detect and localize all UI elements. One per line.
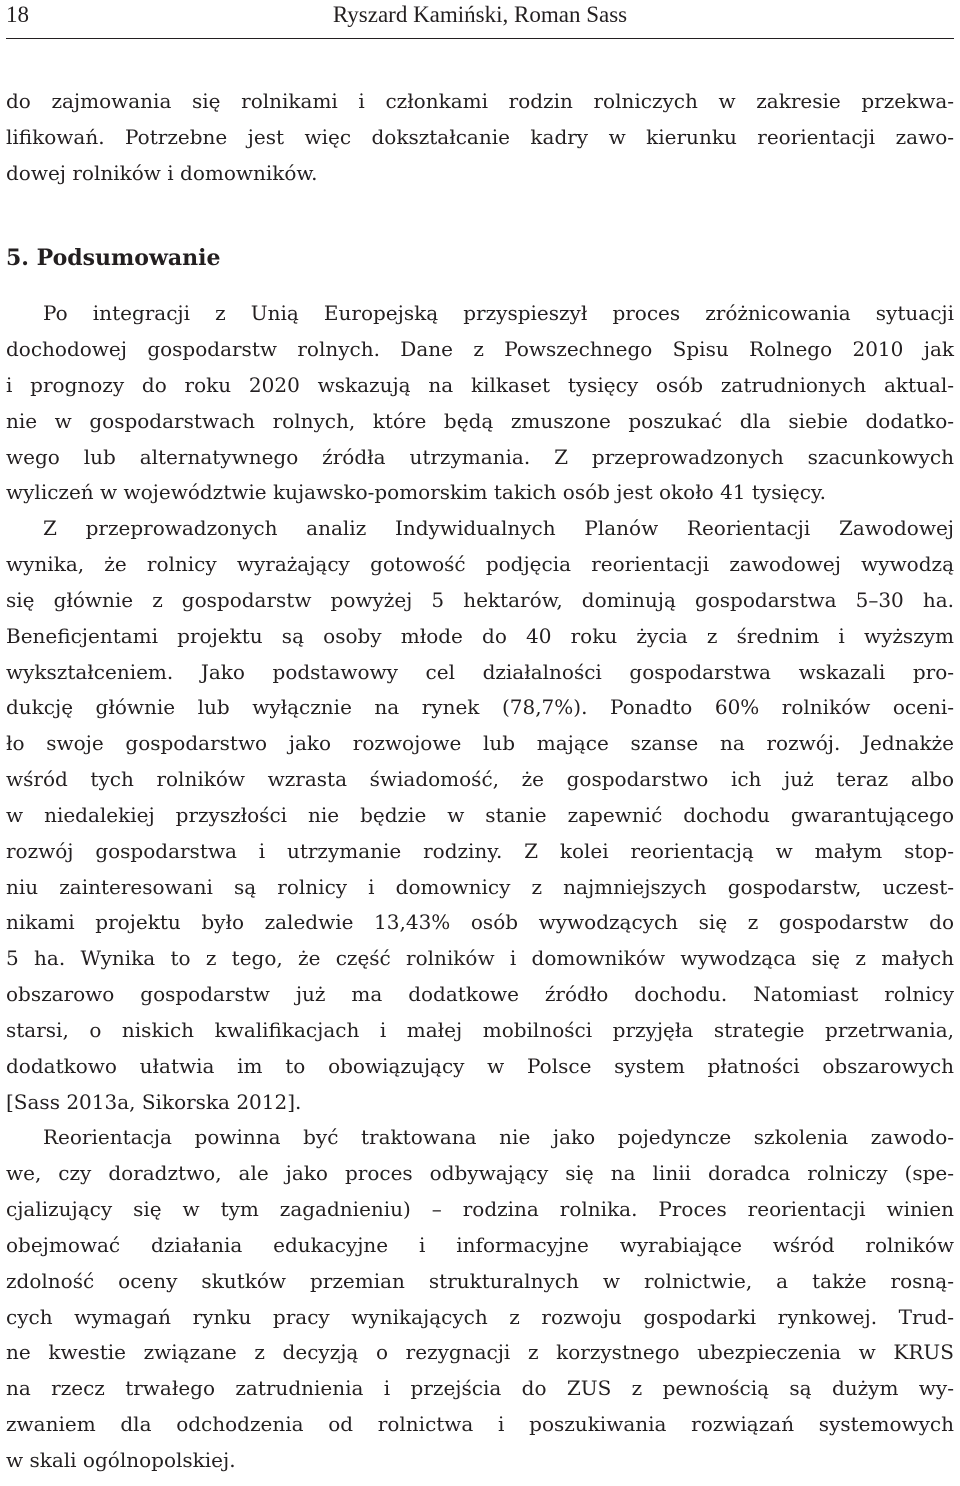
text-line: wśród tych rolników wzrasta świadomość, że gospodarstwo ich już teraz albo (6, 767, 954, 792)
section-heading: 5. Podsumowanie (6, 245, 221, 272)
text-line: na rzecz trwałego zatrudnienia i przejścia do ZUS z pewnością są dużym wy- (6, 1376, 954, 1401)
paragraph (6, 296, 954, 511)
text-line: Reorientacja powinna być traktowana nie jako pojedyncze szkolenia zawodo- (43, 1125, 954, 1150)
text-line: Beneficjentami projektu są osoby młode do 40 roku życia z średnim i wyższym (6, 623, 954, 648)
text-line: się głównie z gospodarstw powyżej 5 hektarów, dominują gospodarstwa 5–30 ha. (6, 587, 954, 612)
text-line: ne kwestie związane z decyzją o rezygnacji z korzystnego ubezpieczenia w KRUS (6, 1340, 954, 1365)
text-line: rozwój gospodarstwa i utrzymanie rodziny. Z kolei reorientacją w małym stop- (6, 838, 954, 863)
body-text (6, 84, 954, 1479)
paragraph (6, 1120, 954, 1478)
paragraph (6, 511, 954, 1120)
intro-paragraph (6, 84, 954, 191)
text-line: nie w gospodarstwach rolnych, które będą zmuszone poszukać dla siebie dodatko- (6, 408, 954, 433)
text-line: zwaniem dla odchodzenia od rolnictwa i poszukiwania rozwiązań systemowych (6, 1411, 954, 1436)
running-header (6, 0, 954, 39)
text-line: wykształceniem. Jako podstawowy cel działalności gospodarstwa wskazali pro- (6, 659, 954, 684)
text-line: we, czy doradztwo, ale jako proces odbywający się na linii doradca rolniczy (spe- (6, 1161, 954, 1186)
text-line: obszarowo gospodarstw już ma dodatkowe źródło dochodu. Natomiast rolnicy (6, 982, 954, 1007)
section-paragraphs (6, 296, 954, 1478)
text-line: w skali ogólnopolskiej. (6, 1447, 236, 1472)
page-number: 18 (6, 2, 29, 27)
text-line: lifikowań. Potrzebne jest więc dokształcanie kadry w kierunku reorientacji zawo- (6, 124, 954, 149)
text-line: obejmować działania edukacyjne i informacyjne wyrabiające wśród rolników (6, 1232, 954, 1257)
text-line: cych wymagań rynku pracy wynikających z rozwoju gospodarki rynkowej. Trud- (6, 1304, 954, 1329)
text-line: i prognozy do roku 2020 wskazują na kilkaset tysięcy osób zatrudnionych aktual- (6, 372, 954, 397)
text-line: starsi, o niskich kwalifikacjach i małej mobilności przyjęła strategie przetrwania, (6, 1017, 954, 1042)
text-line: ło swoje gospodarstwo jako rozwojowe lub mające szanse na rozwój. Jednakże (6, 731, 954, 756)
text-line: Po integracji z Unią Europejską przyspieszył proces zróżnicowania sytuacji (43, 301, 954, 326)
text-line: dodatkowo ułatwia im to obowiązujący w Polsce system płatności obszarowych (6, 1053, 954, 1078)
text-line: zdolność oceny skutków przemian strukturalnych w rolnictwie, a także rosną- (6, 1268, 954, 1293)
text-line: [Sass 2013a, Sikorska 2012]. (6, 1089, 302, 1114)
text-line: dowej rolników i domowników. (6, 160, 318, 185)
text-line: w niedalekiej przyszłości nie będzie w stanie zapewnić dochodu gwarantującego (6, 802, 954, 827)
text-line: nikami projektu było zaledwie 13,43% osób wywodzących się z gospodarstw do (6, 910, 954, 935)
text-line: do zajmowania się rolnikami i członkami rodzin rolniczych w zakresie przekwa- (6, 89, 954, 113)
text-line: cjalizujący się w tym zagadnieniu) – rodzina rolnika. Proces reorientacji winien (6, 1197, 954, 1222)
text-line: dukcję głównie lub wyłącznie na rynek (78,7%). Ponadto 60% rolników oceni- (6, 695, 954, 720)
text-line: dochodowej gospodarstw rolnych. Dane z Powszechnego Spisu Rolnego 2010 jak (6, 337, 954, 362)
text-line: wynika, że rolnicy wyrażający gotowość podjęcia reorientacji zawodowej wywodzą (6, 552, 954, 577)
text-line: Z przeprowadzonych analiz Indywidualnych Planów Reorientacji Zawodowej (43, 516, 954, 541)
text-line: wyliczeń w województwie kujawsko-pomorskim takich osób jest około 41 tysięcy. (6, 480, 826, 505)
running-header-authors: Ryszard Kamiński, Roman Sass (332, 2, 628, 27)
text-line: 5 ha. Wynika to z tego, że część rolników i domowników wywodząca się z małych (6, 946, 954, 971)
text-line: wego lub alternatywnego źródła utrzymania. Z przeprowadzonych szacunkowych (6, 444, 954, 469)
text-line: niu zainteresowani są rolnicy i domownicy z najmniejszych gospodarstw, uczest- (6, 874, 954, 899)
